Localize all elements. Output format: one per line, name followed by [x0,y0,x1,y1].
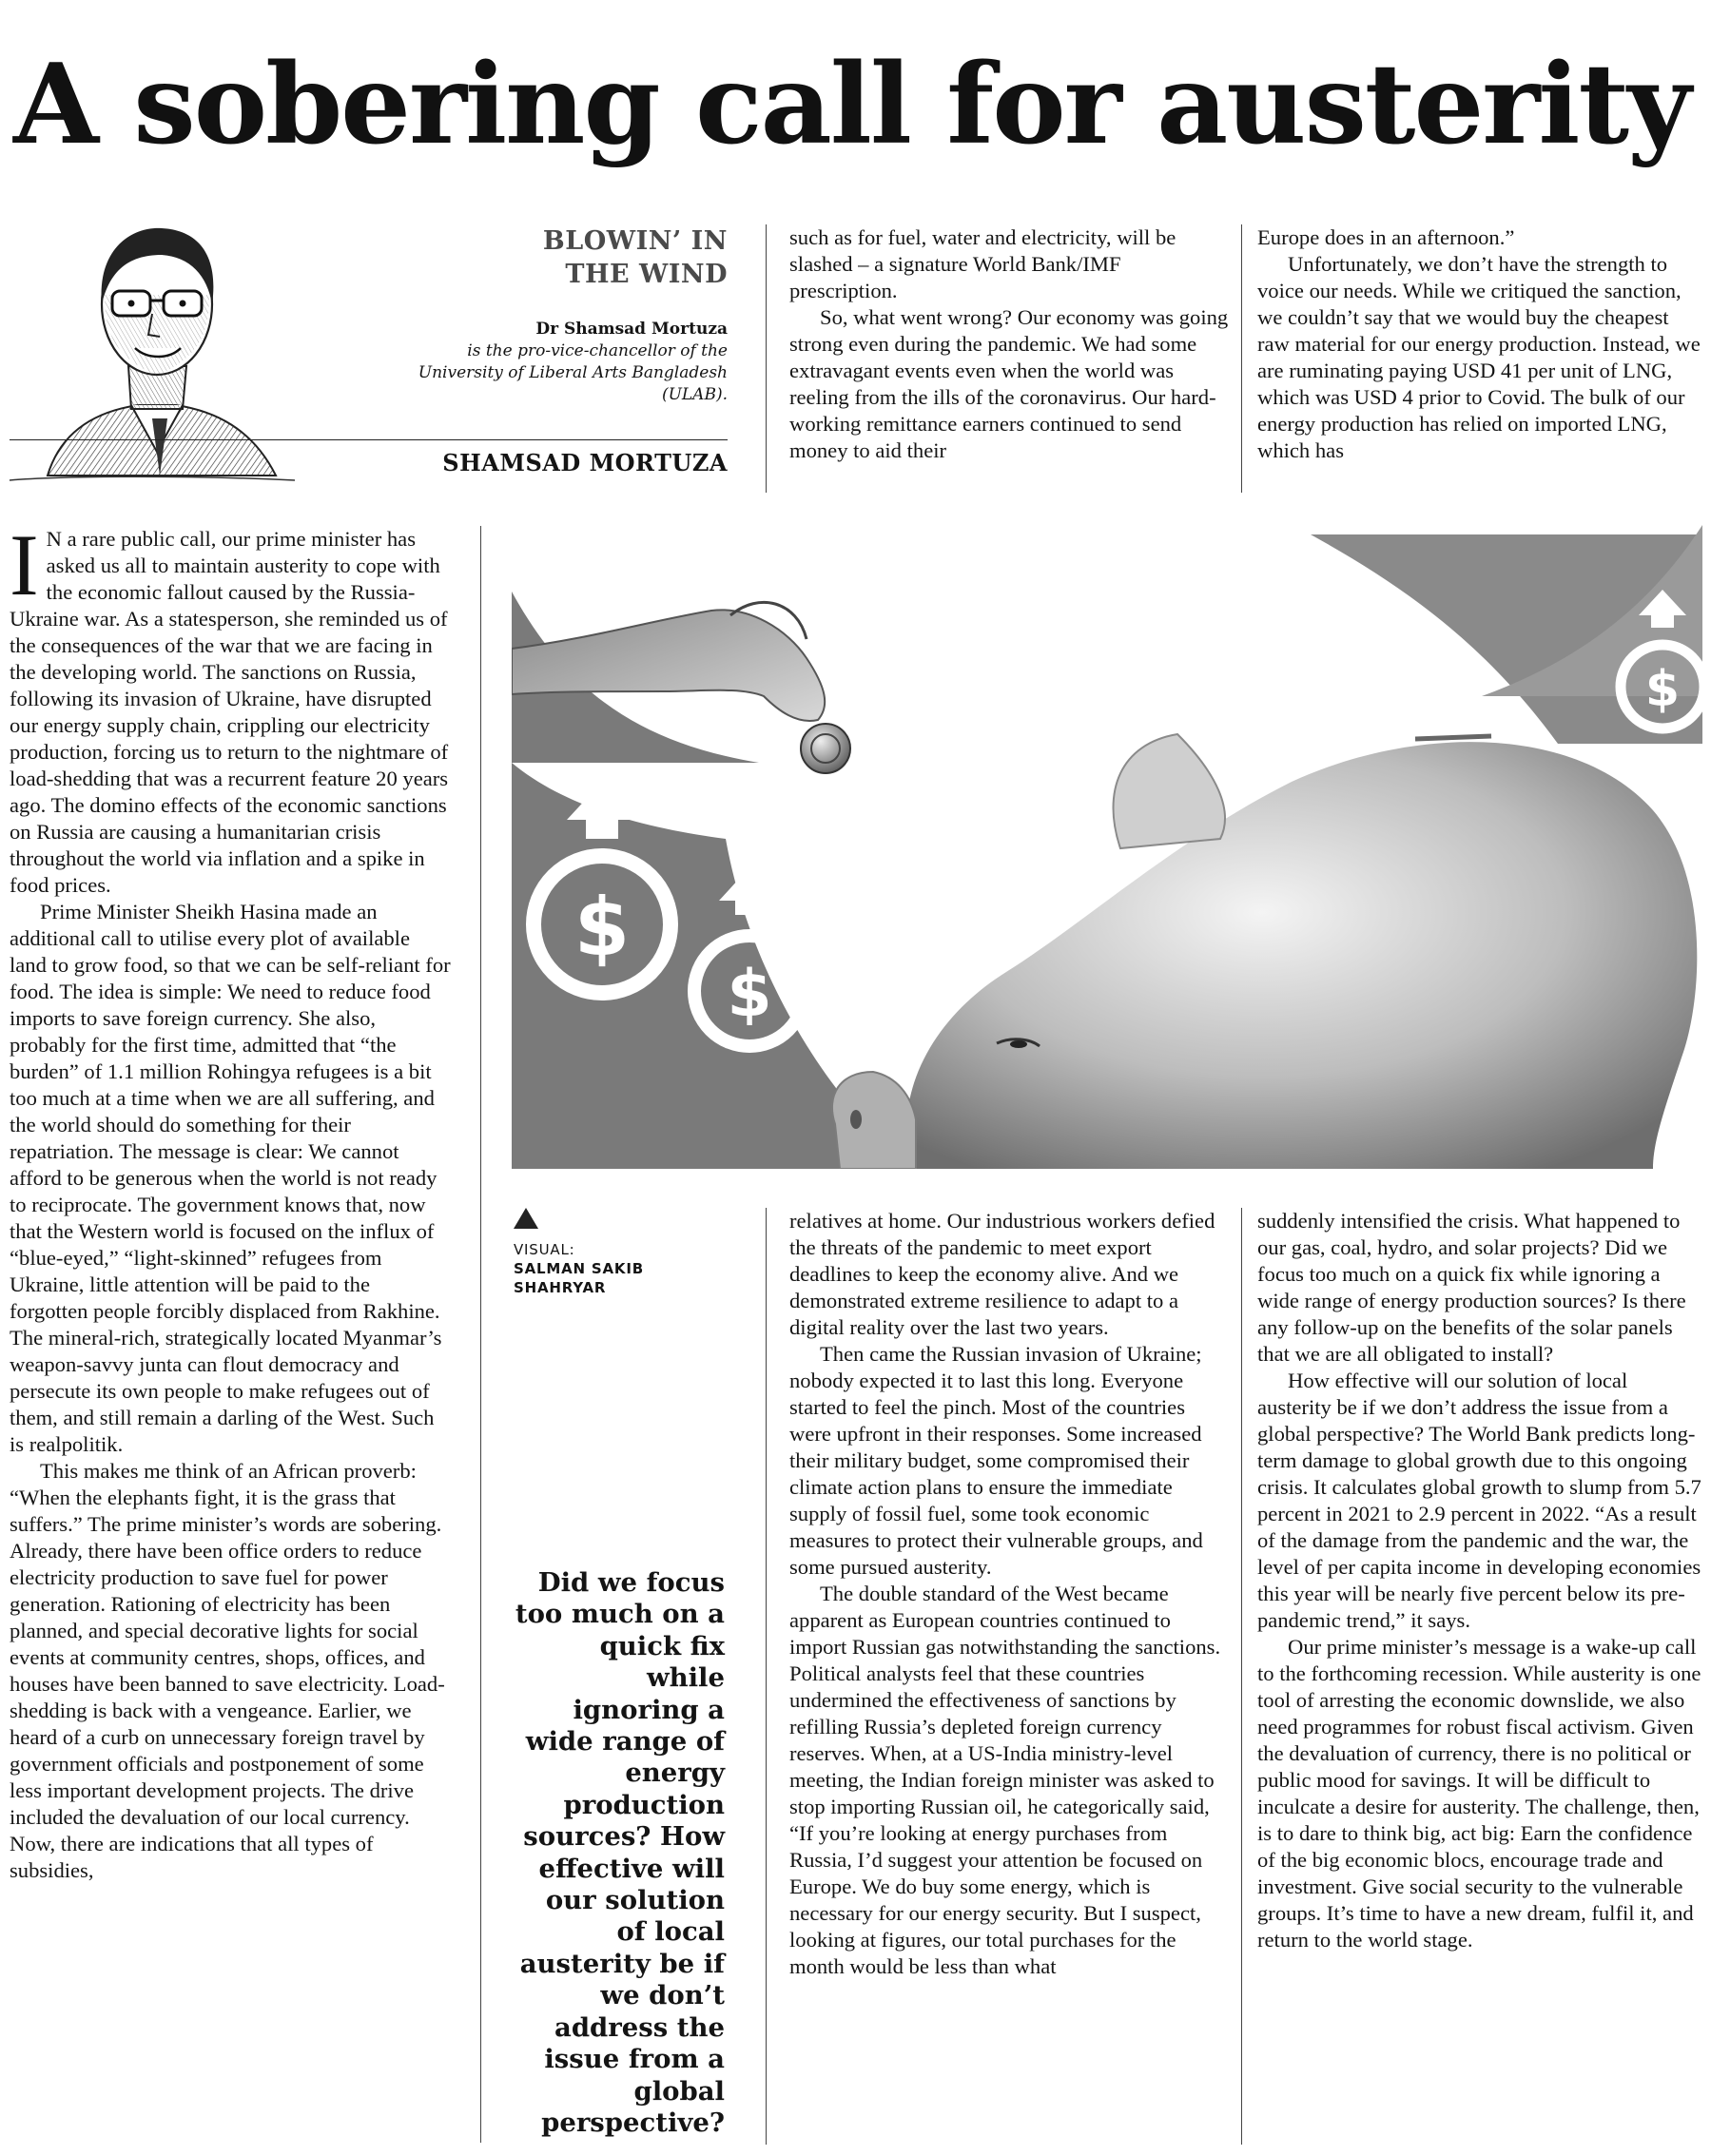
body-paragraph: suddenly intensified the crisis. What happened to our gas, coal, hydro, and solar projects? Did we focus too much on a quick fix while ignoring a wide range of energy production sources? Is there any follow-up on the benefits of the solar panels that we are all obligated to install? [1257,1209,1686,1366]
body-column-3-bottom [1257,1208,1702,2145]
visual-credit [514,1208,704,1297]
author-bio-text: is the pro-vice-chancellor of the University of Liberal Arts Bangladesh (ULAB). [418,341,728,404]
credit-name: SALMAN SAKIB SHAHRYAR [514,1260,644,1296]
column-rule [1241,1208,1242,2145]
byline-rule [10,439,728,440]
column-label: BLOWIN’ IN THE WIND [542,226,728,289]
drop-cap: I [10,526,39,613]
body-paragraph: such as for fuel, water and electricity, will be slashed – a signature World Bank/IMF prescription. [789,225,1176,302]
body-paragraph: So, what went wrong? Our economy was going strong even during the pandemic. We had some extravagant events even when the world was reeling from the ills of the coronavirus. Our hard-working remittance earners continued to send money to aid their [789,305,1229,462]
body-paragraph: Unfortunately, we don’t have the strength to voice our needs. While we critiqued the sanction, we couldn’t say that we would buy the cheapest raw material for our energy production. Instead, we are ruminating paying USD 41 per unit of LNG, which was USD 4 prior to Covid. The bulk of our energy production has relied on imported LNG, which has [1257,252,1701,462]
body-column-2-bottom [789,1208,1232,2145]
headline: A sobering call for austerity [13,40,1690,169]
body-paragraph: Then came the Russian invasion of Ukraine; nobody expected it to last this long. Everyone started to feel the pinch. Most of the countries were upfront in their responses. Some increased their military budget, some compromised their climate action plans to ensure the immediate supply of fossil fuel, some took economic measures to protect their vulnerable groups, and some pursued austerity. [789,1342,1203,1579]
body-column-2-top [789,224,1232,493]
column-rule [1241,224,1242,493]
credit-label: VISUAL: [514,1241,575,1258]
column-rule [766,224,767,493]
body-column-1 [10,526,452,2143]
illustration-piggy-bank [512,525,1702,1169]
body-paragraph: How effective will our solution of local austerity be if we don’t address the issue from a global perspective? The World Bank predicts long-term damage to global growth due to this ongoing crisis. It calculates global growth to slump from 5.7 percent in 2021 to 2.9 percent in 2022. “As a result of the damage from the pandemic and the war, the level of per capita income in developing economies this year will be nearly five percent below its pre-pandemic trend,” it says. [1257,1369,1701,1632]
pull-quote: Did we focus too much on a quick fix while ignoring a wide range of energy production sources? How effective will our solution of local austerity be if we don’t address the issue from a global perspective? [515,1567,725,2138]
column-rule [766,1208,767,2145]
svg-text:$: $ [727,957,772,1032]
triangle-icon [514,1208,538,1229]
author-bio [409,319,728,406]
author-name: Dr Shamsad Mortuza [535,320,728,339]
author-portrait [10,190,295,490]
body-paragraph: I N a rare public call, our prime minister has asked us all to maintain austerity to cope with the economic fallout caused by the Russia-Ukraine war. As a statesperson, she reminded us of the consequences of the war that we are facing in the developing world. The sanctions on Russia, following its invasion of Ukraine, have disrupted our energy supply chain, crippling our electricity production, forcing us to return to the nightmare of load-shedding that was a recurrent feature 20 years ago. The domino effects of the economic sanctions on Russia are causing a humanitarian crisis throughout the world via inflation and a spike in food prices. [10,526,449,897]
body-paragraph: Europe does in an afternoon.” [1257,225,1515,249]
body-paragraph: relatives at home. Our industrious workers defied the threats of the pandemic to meet export deadlines to keep the economy alive. And we demonstrated extreme resilience to adapt to a digital reality over the last two years. [789,1209,1215,1339]
byline: SHAMSAD MORTUZA [442,449,728,476]
body-paragraph: Our prime minister’s message is a wake-up call to the forthcoming recession. While austerity is one tool of arresting the economic downslide, we also need programmes for robust fiscal activism. Given the devaluation of currency, there is no political or public mood for savings. It will be difficult to inculcate a desire for austerity. The challenge, then, is to dare to think big, act big: Earn the confidence of the big economic blocs, encourage trade and investment. Give social security to the vulnerable groups. It’s time to have a new dream, fulfil it, and return to the world stage. [1257,1635,1701,1952]
body-paragraph: This makes me think of an African proverb: “When the elephants fight, it is the grass that suffers.” The prime minister’s words are sobering. Already, there have been office orders to reduce electricity production to save fuel for power generation. Rationing of electricity has been planned, and special decorative lights for social events at community centres, shops, offices, and houses have been banned to save electricity. Load-shedding is back with a vengeance. Earlier, we heard of a curb on unnecessary foreign travel by government officials and postponement of some less important development projects. The drive included the devaluation of our local currency. Now, there are indications that all types of subsidies, [10,1459,445,1882]
column-rule [480,526,481,2143]
body-column-3-top [1257,224,1702,493]
svg-text:$: $ [1644,661,1681,718]
body-paragraph: The double standard of the West became apparent as European countries continued to import Russian gas notwithstanding the sanctions. Political analysts feel that these countries undermined the effectiveness of sanctions by refilling Russia’s depleted foreign currency reserves. When, at a US-India ministry-level meeting, the Indian foreign minister was asked to stop importing Russian oil, he categorically said, “If you’re looking at energy purchases from Russia, I’d suggest your attention be focused on Europe. We do buy some energy, which is necessary for our energy security. But I suspect, looking at figures, our total purchases for the month would be less than what [789,1582,1221,1978]
body-paragraph: Prime Minister Sheikh Hasina made an additional call to utilise every plot of available land to grow food, so that we can be self-reliant for food. The idea is simple: We need to reduce food imports to save foreign currency. She also, probably for the first time, admitted that “the burden” of 1.1 million Rohingya refugees is a bit too much at a time when we are all suffering, and the world should do something for their repatriation. The message is clear: We cannot afford to be generous when the world is not ready to reciprocate. The government knows that, now that the Western world is focused on the influx of “blue-eyed,” “light-skinned” refugees from Ukraine, little attention will be paid to the forgotten people forcibly displaced from Rakhine. The mineral-rich, strategically located Myanmar’s weapon-savvy junta can flout democracy and persecute its own people to make refugees out of them, and still remain a darling of the West. Such is realpolitik. [10,900,451,1456]
svg-text:$: $ [574,881,631,974]
